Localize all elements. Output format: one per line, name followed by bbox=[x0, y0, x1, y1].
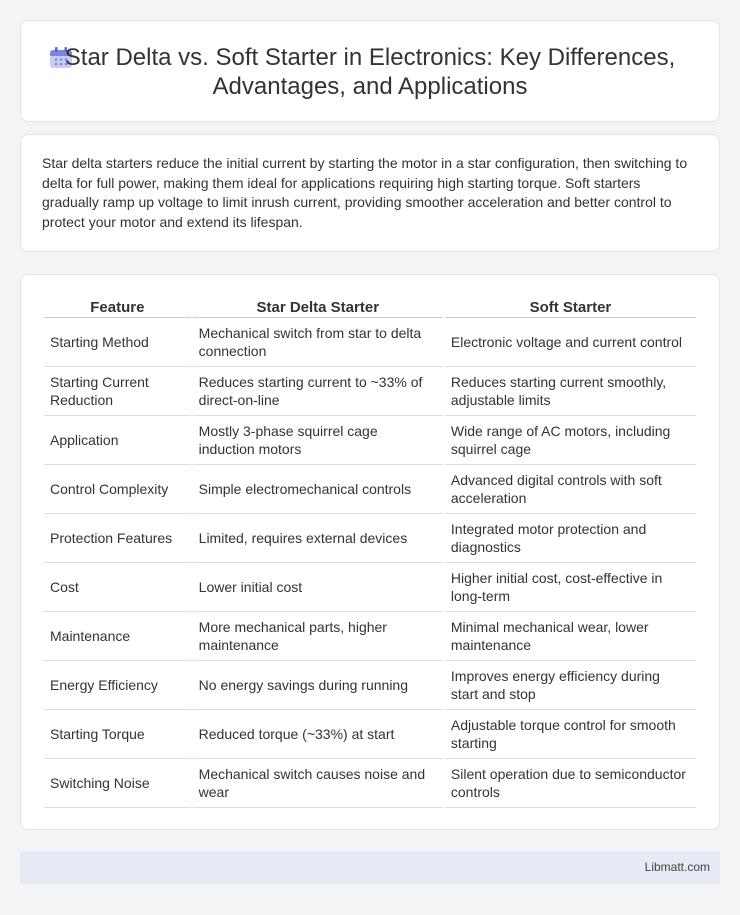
soft-starter-cell: Wide range of AC motors, including squirrel cage bbox=[445, 416, 696, 465]
header-feature: Feature bbox=[44, 296, 191, 318]
soft-starter-cell: Integrated motor protection and diagnostics bbox=[445, 514, 696, 563]
star-delta-cell: More mechanical parts, higher maintenance bbox=[193, 612, 443, 661]
feature-cell: Control Complexity bbox=[44, 465, 191, 514]
soft-starter-cell: Adjustable torque control for smooth starting bbox=[445, 710, 696, 759]
star-delta-cell: Mechanical switch from star to delta connection bbox=[193, 318, 443, 367]
star-delta-cell: Simple electromechanical controls bbox=[193, 465, 443, 514]
table-row bbox=[44, 710, 696, 759]
header-star-delta: Star Delta Starter bbox=[193, 296, 443, 318]
soft-starter-cell: Silent operation due to semiconductor controls bbox=[445, 759, 696, 808]
star-delta-cell: Reduces starting current to ~33% of direct-on-line bbox=[193, 367, 443, 416]
feature-cell: Cost bbox=[44, 563, 191, 612]
soft-starter-cell: Advanced digital controls with soft acceleration bbox=[445, 465, 696, 514]
page-title: Star Delta vs. Soft Starter in Electronics: Key Differences, Advantages, and Applications bbox=[64, 44, 676, 100]
soft-starter-cell: Electronic voltage and current control bbox=[445, 318, 696, 367]
feature-cell: Protection Features bbox=[44, 514, 191, 563]
soft-starter-cell: Improves energy efficiency during start and stop bbox=[445, 661, 696, 710]
star-delta-cell: Lower initial cost bbox=[193, 563, 443, 612]
footer bbox=[20, 851, 720, 884]
feature-cell: Starting Current Reduction bbox=[44, 367, 191, 416]
table-row bbox=[44, 416, 696, 465]
comparison-card bbox=[20, 274, 720, 830]
star-delta-cell: Reduced torque (~33%) at start bbox=[193, 710, 443, 759]
table-row bbox=[44, 514, 696, 563]
intro-card bbox=[20, 134, 720, 252]
feature-cell: Maintenance bbox=[44, 612, 191, 661]
table-row bbox=[44, 612, 696, 661]
star-delta-cell: Mechanical switch causes noise and wear bbox=[193, 759, 443, 808]
table-header-row bbox=[44, 296, 696, 318]
feature-cell: Starting Torque bbox=[44, 710, 191, 759]
feature-cell: Energy Efficiency bbox=[44, 661, 191, 710]
table-row bbox=[44, 759, 696, 808]
feature-cell: Application bbox=[44, 416, 191, 465]
table-row bbox=[44, 318, 696, 367]
table-row bbox=[44, 661, 696, 710]
soft-starter-cell: Higher initial cost, cost-effective in long-term bbox=[445, 563, 696, 612]
table-row bbox=[44, 367, 696, 416]
intro-paragraph: Star delta starters reduce the initial current by starting the motor in a star configuration, then switching to delta for full power, making them ideal for applications requiring high starting torque. Soft starters gradually ramp up voltage to limit inrush current, providing smoother acceleration and better control to protect your motor and extend its lifespan. bbox=[42, 155, 688, 230]
feature-cell: Switching Noise bbox=[44, 759, 191, 808]
feature-cell: Starting Method bbox=[44, 318, 191, 367]
star-delta-cell: No energy savings during running bbox=[193, 661, 443, 710]
soft-starter-cell: Reduces starting current smoothly, adjustable limits bbox=[445, 367, 696, 416]
table-row bbox=[44, 563, 696, 612]
table-row bbox=[44, 465, 696, 514]
title-card bbox=[20, 20, 720, 122]
star-delta-cell: Mostly 3-phase squirrel cage induction motors bbox=[193, 416, 443, 465]
header-soft-starter: Soft Starter bbox=[445, 296, 696, 318]
star-delta-cell: Limited, requires external devices bbox=[193, 514, 443, 563]
soft-starter-cell: Minimal mechanical wear, lower maintenance bbox=[445, 612, 696, 661]
footer-brand: Libmatt.com bbox=[644, 860, 710, 874]
comparison-table bbox=[42, 296, 698, 808]
